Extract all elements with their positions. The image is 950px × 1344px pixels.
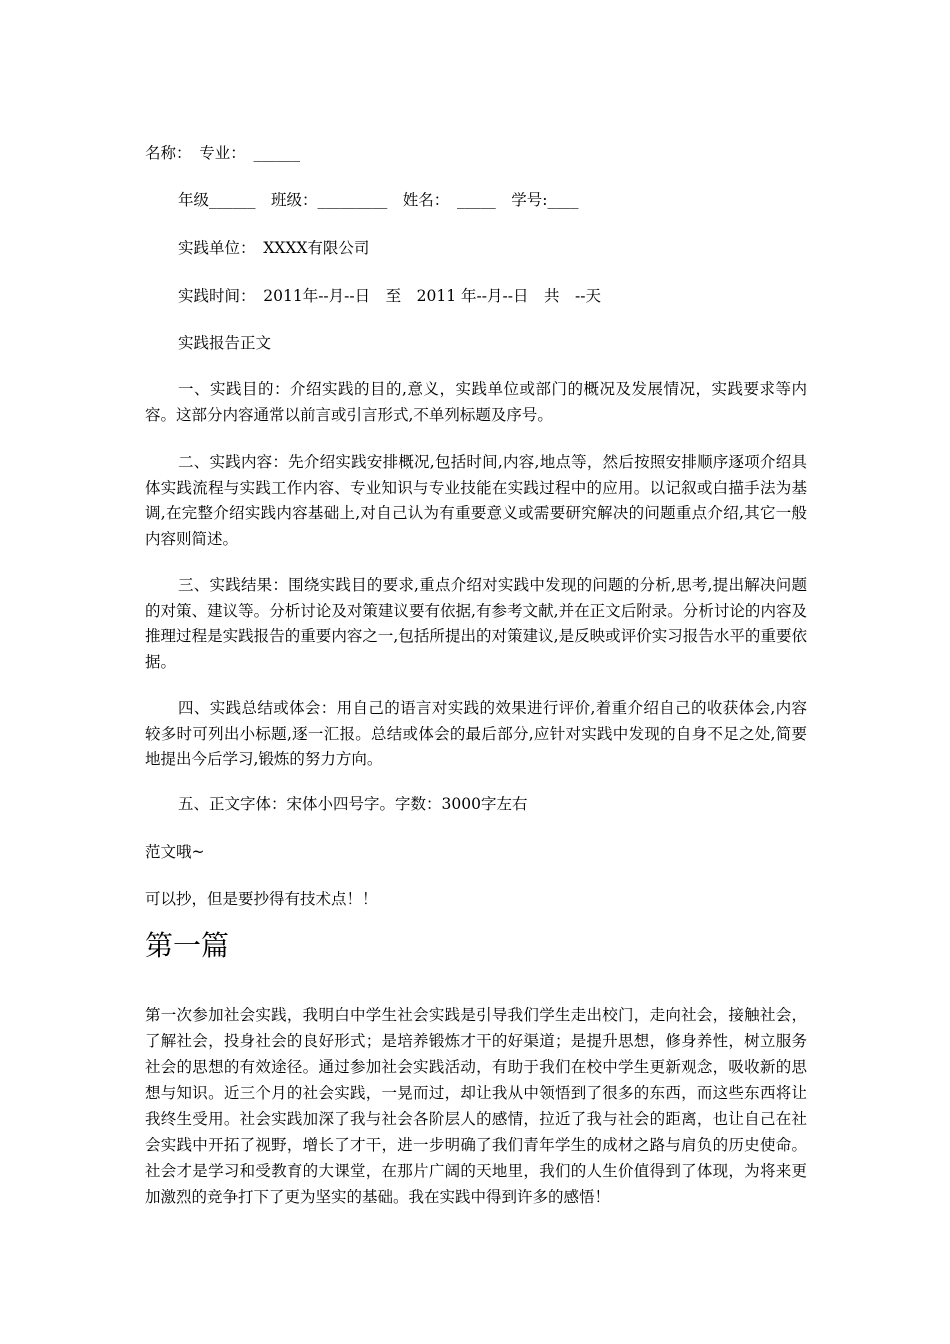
grade-class-line: 年级______ 班级：_________ 姓名： _____ 学号:____ (178, 191, 579, 209)
section-result: 三、实践结果：围绕实践目的要求,重点介绍对实践中发现的问题的分析,思考,提出解决问题的对策、建议等。分析讨论及对策建议要有依据,有参考文献,并在正文后附录。分析讨论的内容及推理过程是实践报告的重要内容之一,包括所提出的对策建议,是反映或评价实习报告水平的重要依据。 (145, 576, 807, 671)
section-font-rule: 五、正文字体：宋体小四号字。字数：3000字左右 (178, 795, 528, 813)
section-summary: 四、实践总结或体会：用自己的语言对实践的效果进行评价,着重介绍自己的收获体会,内容较多时可列出小标题,逐一汇报。总结或体会的最后部分,应针对实践中发现的自身不足之处,简要地提出今后学习,锻炼的努力方向。 (145, 699, 807, 768)
name-major-line: 名称： 专业： ______ (145, 144, 301, 162)
chapter-paragraph: 第一次参加社会实践，我明白中学生社会实践是引导我们学生走出校门，走向社会，接触社会，了解社会，投身社会的良好形式；是培养锻炼才干的好渠道；是提升思想，修身养性，树立服务社会的思想的有效途径。通过参加社会实践活动，有助于我们在校中学生更新观念，吸收新的思想与知识。近三个月的社会实践，一晃而过，却让我从中领悟到了很多的东西，而这些东西将让我终生受用。社会实践加深了我与社会各阶层人的感情，拉近了我与社会的距离，也让自己在社会实践中开拓了视野，增长了才干，进一步明确了我们青年学生的成材之路与肩负的历史使命。社会才是学习和受教育的大课堂，在那片广阔的天地里，我们的人生价值得到了体现，为将来更加激烈的竞争打下了更为坚实的基础。我在实践中得到许多的感悟！ (145, 1006, 807, 1206)
body-title: 实践报告正文 (178, 334, 272, 352)
chapter-title: 第一篇 (145, 929, 230, 962)
copy-tip: 可以抄，但是要抄得有技术点！！ (145, 890, 378, 908)
section-content: 二、实践内容：先介绍实践安排概况,包括时间,内容,地点等，然后按照安排顺序逐项介绍具体实践流程与实践工作内容、专业知识与专业技能在实践过程中的应用。以记叙或白描手法为基调,在完整介绍实践内容基础上,对自己认为有重要意义或需要研究解决的问题重点介绍,其它一般内容则简述。 (145, 453, 807, 548)
sample-note: 范文哦~ (145, 843, 205, 861)
section-purpose: 一、实践目的：介绍实践的目的,意义，实践单位或部门的概况及发展情况，实践要求等内容。这部分内容通常以前言或引言形式,不单列标题及序号。 (145, 380, 807, 424)
practice-unit-line: 实践单位： XXXX有限公司 (178, 239, 370, 257)
practice-time-line: 实践时间： 2011年--月--日 至 2011 年--月--日 共 --天 (178, 287, 601, 305)
